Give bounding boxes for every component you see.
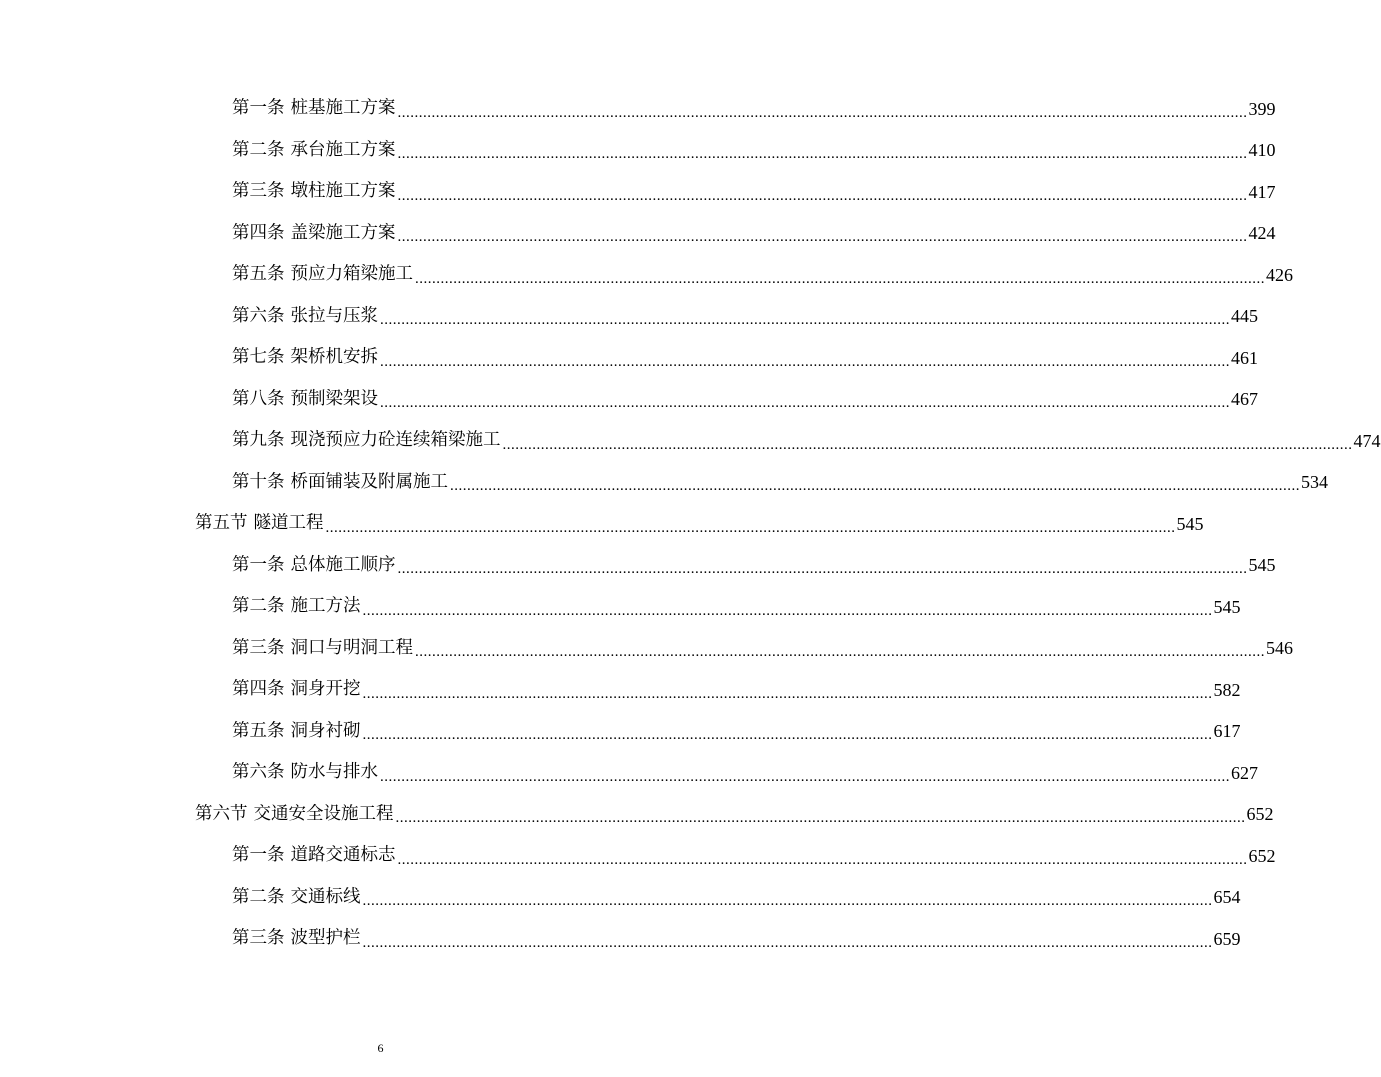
toc-entry-page: 545 bbox=[1176, 513, 1204, 534]
toc-entry-title: 交通标线 bbox=[290, 886, 361, 907]
toc-dot-leader: ........................................................................................................................................................................................................ bbox=[362, 685, 1213, 702]
toc-entry-page: 534 bbox=[1301, 472, 1328, 493]
toc-entry[interactable] bbox=[0, 752, 1258, 794]
toc-entry-number: 第七条 bbox=[232, 347, 285, 367]
toc-entry[interactable] bbox=[0, 88, 1276, 130]
toc-dot-leader: ........................................................................................................................................................................................................ bbox=[362, 934, 1213, 951]
toc-entry-title: 桥面铺装及附属施工 bbox=[290, 471, 448, 492]
toc-entry-label bbox=[232, 432, 503, 450]
toc-entry-title: 隧道工程 bbox=[253, 513, 324, 533]
toc-entry-label bbox=[195, 803, 396, 824]
toc-entry-number: 第二条 bbox=[232, 886, 285, 907]
toc-entry[interactable] bbox=[0, 420, 1381, 462]
toc-entry-label bbox=[232, 305, 380, 326]
toc-entry-title: 道路交通标志 bbox=[290, 845, 396, 865]
toc-entry-number: 第一条 bbox=[232, 554, 285, 575]
toc-entry-number: 第六条 bbox=[232, 305, 285, 326]
toc-entry-title: 波型护栏 bbox=[290, 928, 361, 948]
toc-entry[interactable] bbox=[0, 296, 1258, 338]
toc-dot-leader: ........................................................................................................................................................................................................ bbox=[502, 436, 1353, 453]
toc-entry-label bbox=[195, 515, 326, 533]
toc-entry-number: 第三条 bbox=[232, 928, 285, 948]
toc-dot-leader: ........................................................................................................................................................................................................ bbox=[362, 727, 1213, 743]
toc-entry-number: 第四条 bbox=[232, 679, 285, 699]
toc-entry[interactable] bbox=[0, 628, 1293, 670]
toc-entry-label bbox=[232, 222, 398, 243]
toc-entry-label bbox=[232, 681, 363, 699]
toc-entry-title: 墩柱施工方案 bbox=[290, 181, 396, 201]
toc-entry-title: 张拉与压浆 bbox=[290, 305, 378, 326]
toc-dot-leader: ........................................................................................................................................................................................................ bbox=[380, 768, 1230, 785]
toc-entry-number: 第一条 bbox=[232, 98, 285, 118]
toc-dot-leader: ........................................................................................................................................................................................................ bbox=[380, 395, 1230, 411]
toc-section-entry[interactable] bbox=[0, 794, 1274, 836]
toc-entry-number: 第六条 bbox=[232, 762, 285, 782]
toc-dot-leader: ........................................................................................................................................................................................................ bbox=[362, 893, 1213, 909]
toc-entry[interactable] bbox=[0, 213, 1276, 255]
toc-entry-label bbox=[232, 720, 363, 741]
toc-dot-leader: ........................................................................................................................................................................................................ bbox=[397, 104, 1248, 121]
page-number: 6 bbox=[377, 1041, 384, 1055]
toc-entry-label bbox=[232, 349, 380, 367]
toc-entry-number: 第三条 bbox=[232, 181, 285, 201]
toc-entry[interactable] bbox=[0, 171, 1276, 213]
toc-dot-leader: ........................................................................................................................................................................................................ bbox=[380, 312, 1230, 328]
toc-entry-page: 426 bbox=[1266, 264, 1293, 285]
toc-entry-number: 第九条 bbox=[232, 430, 285, 450]
toc-entry-number: 第四条 bbox=[232, 222, 285, 243]
toc-entry-page: 417 bbox=[1248, 181, 1276, 202]
toc-entry-number: 第八条 bbox=[232, 388, 285, 409]
toc-entry-page: 445 bbox=[1231, 306, 1258, 327]
toc-entry-title: 洞口与明洞工程 bbox=[290, 637, 413, 658]
toc-entry[interactable] bbox=[0, 130, 1276, 172]
toc-section-entry[interactable] bbox=[0, 503, 1204, 545]
toc-entry-page: 546 bbox=[1266, 638, 1293, 659]
toc-entry[interactable] bbox=[0, 254, 1293, 296]
toc-entry[interactable] bbox=[0, 379, 1258, 421]
toc-entry-title: 预制梁架设 bbox=[290, 388, 378, 409]
toc-entry-number: 第六节 bbox=[195, 803, 248, 824]
toc-entry-title: 总体施工顺序 bbox=[290, 554, 396, 575]
toc-entry-title: 现浇预应力砼连续箱梁施工 bbox=[290, 430, 501, 450]
toc-dot-leader: ........................................................................................................................................................................................................ bbox=[397, 561, 1248, 577]
toc-entry[interactable] bbox=[0, 669, 1241, 711]
toc-entry-page: 659 bbox=[1213, 928, 1241, 949]
toc-entry-label bbox=[232, 598, 363, 616]
toc-entry-page: 654 bbox=[1213, 887, 1241, 908]
toc-entry-label bbox=[232, 100, 398, 118]
toc-entry-page: 627 bbox=[1231, 762, 1258, 783]
toc-entry-label bbox=[232, 388, 380, 409]
toc-entry-number: 第二条 bbox=[232, 139, 285, 160]
toc-dot-leader: ........................................................................................................................................................................................................ bbox=[415, 644, 1265, 660]
toc-entry-label bbox=[232, 886, 363, 907]
toc-entry-label bbox=[232, 930, 363, 948]
toc-entry-title: 洞身开挖 bbox=[290, 679, 361, 699]
toc-entry-number: 第一条 bbox=[232, 845, 285, 865]
toc-entry-label bbox=[232, 764, 380, 782]
toc-dot-leader: ........................................................................................................................................................................................................ bbox=[325, 519, 1176, 536]
toc-entry-title: 盖梁施工方案 bbox=[290, 222, 396, 243]
toc-entry-title: 防水与排水 bbox=[290, 762, 378, 782]
toc-entry-page: 652 bbox=[1246, 804, 1274, 825]
toc-dot-leader: ........................................................................................................................................................................................................ bbox=[362, 602, 1213, 619]
toc-entry[interactable] bbox=[0, 586, 1241, 628]
toc-entry[interactable] bbox=[0, 462, 1328, 504]
toc-dot-leader: ........................................................................................................................................................................................................ bbox=[450, 478, 1300, 494]
toc-entry-label bbox=[232, 139, 398, 160]
toc-dot-leader: ........................................................................................................................................................................................................ bbox=[397, 851, 1248, 868]
toc-entry-number: 第三条 bbox=[232, 637, 285, 658]
toc-entry[interactable] bbox=[0, 918, 1241, 960]
toc-entry-label bbox=[232, 847, 398, 865]
toc-entry-page: 399 bbox=[1248, 98, 1276, 119]
toc-entry-title: 承台施工方案 bbox=[290, 139, 396, 160]
toc-entry-label bbox=[232, 637, 415, 658]
toc-entry-number: 第二条 bbox=[232, 596, 285, 616]
toc-entry-title: 洞身衬砌 bbox=[290, 720, 361, 741]
toc-entry-title: 桩基施工方案 bbox=[290, 98, 396, 118]
toc-entry-number: 第五条 bbox=[232, 720, 285, 741]
toc-entry-page: 474 bbox=[1353, 430, 1381, 451]
toc-entry-label bbox=[232, 471, 450, 492]
toc-entry[interactable] bbox=[0, 337, 1258, 379]
toc-entry-page: 582 bbox=[1213, 679, 1241, 700]
toc-dot-leader: ........................................................................................................................................................................................................ bbox=[397, 187, 1248, 204]
toc-entry-number: 第五条 bbox=[232, 264, 285, 284]
toc-entry-page: 410 bbox=[1248, 140, 1276, 161]
toc-entry-page: 461 bbox=[1231, 347, 1258, 368]
toc-entry-title: 预应力箱梁施工 bbox=[290, 264, 413, 284]
toc-dot-leader: ........................................................................................................................................................................................................ bbox=[397, 229, 1248, 245]
toc-entry-title: 交通安全设施工程 bbox=[253, 803, 394, 824]
toc-entry[interactable] bbox=[0, 835, 1276, 877]
toc-entry-page: 545 bbox=[1213, 596, 1241, 617]
toc-dot-leader: ........................................................................................................................................................................................................ bbox=[415, 270, 1265, 287]
toc-dot-leader: ........................................................................................................................................................................................................ bbox=[397, 146, 1248, 162]
toc-entry[interactable] bbox=[0, 545, 1276, 587]
toc-entry-label bbox=[232, 266, 415, 284]
toc-entry-page: 467 bbox=[1231, 389, 1258, 410]
toc-entry-label bbox=[232, 554, 398, 575]
toc-entry-number: 第五节 bbox=[195, 513, 248, 533]
toc-entry-number: 第十条 bbox=[232, 471, 285, 492]
toc-entry-page: 652 bbox=[1248, 845, 1276, 866]
toc-entry-title: 架桥机安拆 bbox=[290, 347, 378, 367]
toc-entry-page: 545 bbox=[1248, 555, 1276, 576]
toc-dot-leader: ........................................................................................................................................................................................................ bbox=[380, 353, 1230, 370]
table-of-contents bbox=[0, 88, 1381, 960]
toc-entry-page: 617 bbox=[1213, 721, 1241, 742]
toc-dot-leader: ........................................................................................................................................................................................................ bbox=[395, 810, 1246, 826]
toc-entry-label bbox=[232, 183, 398, 201]
toc-entry-page: 424 bbox=[1248, 223, 1276, 244]
toc-entry[interactable] bbox=[0, 711, 1241, 753]
toc-entry-title: 施工方法 bbox=[290, 596, 361, 616]
toc-entry[interactable] bbox=[0, 877, 1241, 919]
